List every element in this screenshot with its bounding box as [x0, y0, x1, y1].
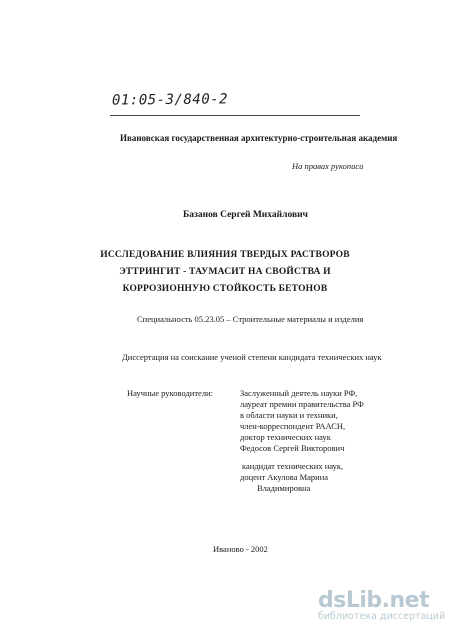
supervisor-2-line-2: доцент Акулова Марина [240, 472, 329, 482]
handwritten-underline [110, 115, 360, 116]
watermark [318, 588, 445, 622]
title-line-2: ЭТТРИНГИТ - ТАУМАСИТ НА СВОЙСТВА И [119, 267, 331, 277]
specialty: Специальность 05.23.05 – Строительные материалы и изделия [137, 314, 364, 324]
title-line-3: КОРРОЗИОННУЮ СТОЙКОСТЬ БЕТОНОВ [122, 284, 328, 294]
watermark-logo: dsLib.net [318, 588, 430, 613]
supervisor-1-line-5: доктор технических наук [240, 432, 331, 442]
dissertation-statement: Диссертация на соискание ученой степени кандидата технических наук [122, 352, 382, 362]
watermark-subtitle: библиотека диссертаций [318, 611, 446, 622]
supervisor-1-line-2: лауреат премии правительства РФ [240, 399, 364, 409]
supervisor-2-line-1: кандидат технических наук, [242, 461, 344, 471]
handwritten-registration-number: 01:05-3/840-2 [111, 91, 229, 109]
supervisor-1-line-1: Заслуженный деятель науки РФ, [240, 388, 358, 398]
academy-name: Ивановская государственная архитектурно-строительная академия [120, 133, 398, 143]
title-line-1: ИССЛЕДОВАНИЕ ВЛИЯНИЯ ТВЕРДЫХ РАСТВОРОВ [100, 250, 350, 260]
supervisor-1-line-3: в области науки и техники, [240, 410, 338, 420]
supervisor-1-name: Федосов Сергей Викторович [240, 443, 345, 453]
rights-note: На правах рукописи [292, 161, 364, 171]
supervisor-2-line-3: Владимировна [257, 483, 311, 493]
supervisor-1-line-4: член-корреспондент РААСН, [240, 421, 346, 431]
supervisors-label: Научные руководители: [127, 388, 213, 398]
place-and-year: Иваново - 2002 [213, 544, 268, 554]
author-name: Базанов Сергей Михайлович [183, 210, 308, 220]
